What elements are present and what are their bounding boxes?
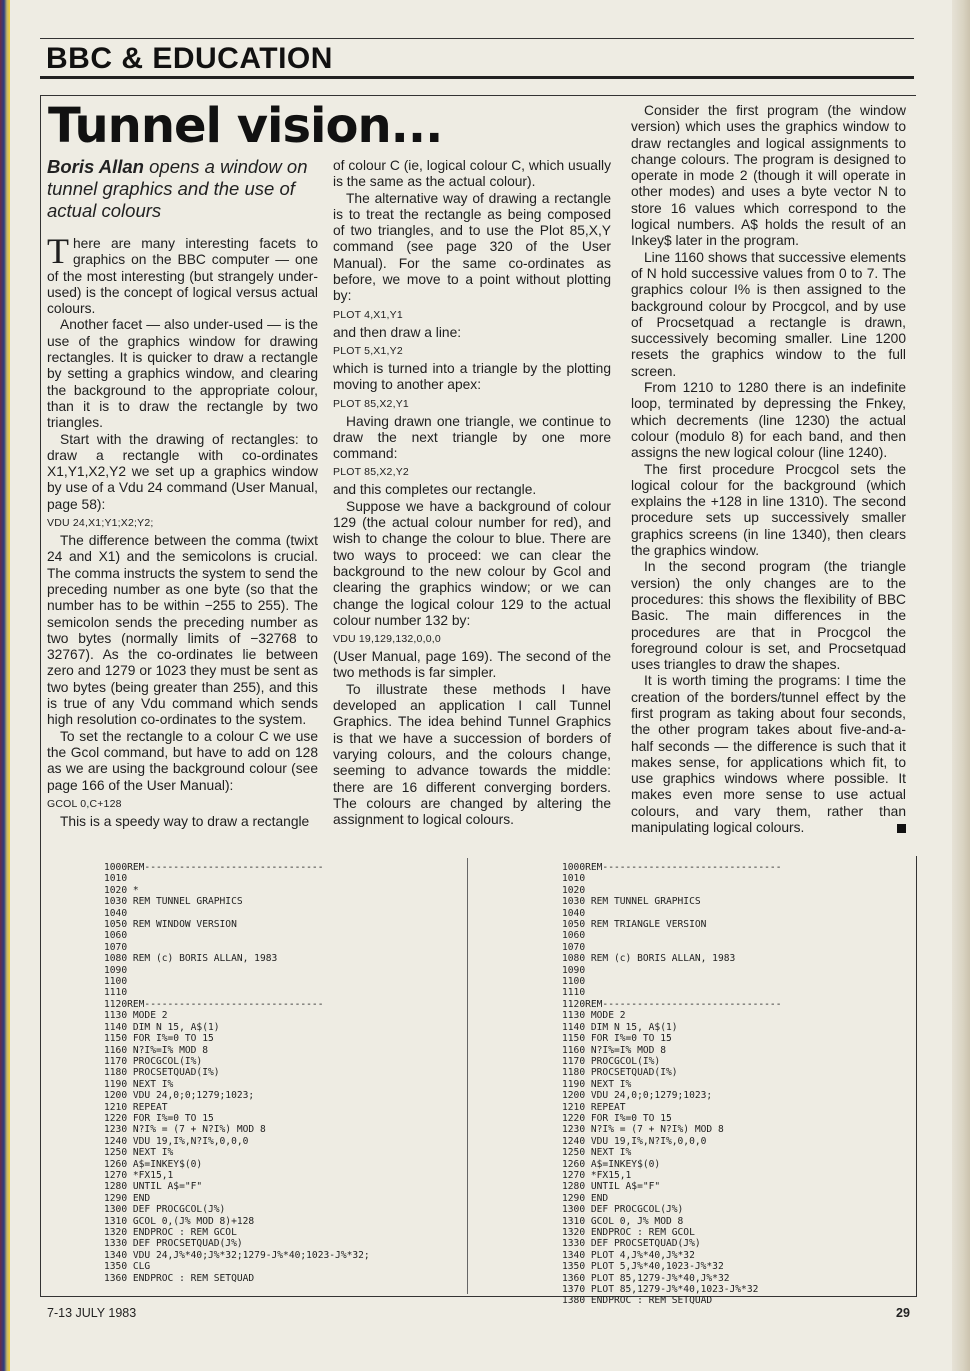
section-title: BBC & EDUCATION bbox=[46, 42, 333, 75]
code-line: 1310 GCOL 0,(J% MOD 8)+128 bbox=[104, 1215, 255, 1227]
code-line: 1260 A$=INKEY$(0) bbox=[562, 1158, 661, 1170]
code-line: 1180 PROCSETQUAD(I%) bbox=[562, 1067, 678, 1079]
paragraph: The first procedure Procgcol sets the logical colour for the background (which explains the +128 in line 1310). The second procedure sets up successively smaller graphics screens (in line 1340), then clears the graphics window. bbox=[631, 461, 906, 559]
paragraph: Start with the drawing of rectangles: to draw a rectangle with co-ordinates X1,Y1,X2,Y2 we set up a graphics window by use of a Vdu 24 command (User Manual, page 58): bbox=[47, 431, 318, 512]
code-line: VDU 19,129,132,0,0,0 bbox=[333, 633, 441, 646]
code-line: 1150 FOR I%=0 TO 15 bbox=[562, 1033, 672, 1045]
code-line: 1280 UNTIL A$="F" bbox=[562, 1181, 661, 1193]
standfirst bbox=[47, 156, 322, 222]
code-line: GCOL 0,C+128 bbox=[47, 797, 122, 810]
code-line: 1080 REM (c) BORIS ALLAN, 1983 bbox=[562, 953, 736, 965]
header-rule bbox=[40, 38, 914, 39]
paragraph: In the second program (the triangle version) the only changes are to the procedures: this shows the flexibility of BBC Basic. The main differences in the procedures are that in Procgcol the foreground colour is set, and Procsetquad uses triangles to draw the shapes. bbox=[631, 559, 906, 673]
paragraph: which is turned into a triangle by the plotting moving to another apex: bbox=[333, 360, 611, 393]
code-line: 1210 REPEAT bbox=[562, 1101, 626, 1113]
code-line: 1070 bbox=[562, 941, 586, 953]
code-line: 1170 PROCGCOL(I%) bbox=[104, 1055, 203, 1067]
code-line: 1260 A$=INKEY$(0) bbox=[104, 1158, 203, 1170]
code-line: 1350 PLOT 5,J%*40,1023-J%*32 bbox=[562, 1261, 724, 1273]
code-line: 1370 PLOT 85,1279-J%*40,1023-J%*32 bbox=[562, 1284, 759, 1296]
code-line: 1050 REM TRIANGLE VERSION bbox=[562, 919, 707, 931]
paragraph: (User Manual, page 169). The second of the two methods is far simpler. bbox=[333, 649, 611, 681]
paragraph: Line 1160 shows that successive elements of N hold successive values from 0 to 7. The graphics colour I% is then assigned to the background colour by Procgcol, and by use of Procsetquad a rectangle is drawn, successively becoming smaller. Line 1200 resets the graphics window to the full screen. bbox=[631, 249, 906, 379]
code-line: 1290 END bbox=[104, 1192, 151, 1204]
code-line: 1130 MODE 2 bbox=[562, 1010, 626, 1022]
code-line: 1300 DEF PROCGCOL(J%) bbox=[104, 1204, 226, 1216]
code-line: 1110 bbox=[562, 987, 586, 999]
code-line: 1150 FOR I%=0 TO 15 bbox=[104, 1033, 214, 1045]
code-line: VDU 24,X1;Y1;X2;Y2; bbox=[47, 517, 154, 530]
code-line: 1060 bbox=[104, 930, 128, 942]
code-line: 1040 bbox=[104, 907, 128, 919]
code-line: 1050 REM WINDOW VERSION bbox=[104, 919, 237, 931]
code-line: 1100 bbox=[104, 976, 128, 988]
code-line: 1270 *FX15,1 bbox=[562, 1169, 632, 1181]
code-line: 1330 DEF PROCSETQUAD(J%) bbox=[104, 1238, 243, 1250]
code-line: 1160 N?I%=I% MOD 8 bbox=[104, 1044, 208, 1056]
page-number: 29 bbox=[896, 1306, 910, 1320]
code-line: 1100 bbox=[562, 976, 586, 988]
column-3 bbox=[631, 103, 906, 836]
column-1 bbox=[47, 231, 318, 830]
column-2 bbox=[333, 158, 611, 828]
code-line: 1320 ENDPROC : REM GCOL bbox=[562, 1227, 695, 1238]
code-line: 1130 MODE 2 bbox=[104, 1010, 168, 1022]
code-line: 1230 N?I% = (7 + N?I%) MOD 8 bbox=[562, 1124, 724, 1136]
code-line: PLOT 85,X2,Y1 bbox=[333, 397, 409, 410]
code-line: 1030 REM TUNNEL GRAPHICS bbox=[562, 896, 701, 908]
standfirst-text: opens a window on tunnel graphics and the use of actual colours bbox=[47, 156, 308, 221]
code-line: 1070 bbox=[104, 941, 128, 953]
code-line: 1190 NEXT I% bbox=[104, 1078, 174, 1090]
code-line: 1030 REM TUNNEL GRAPHICS bbox=[104, 896, 243, 908]
paragraph: To illustrate these methods I have developed an application I call Tunnel Graphics. The idea behind Tunnel Graphics is that we have a succession of borders of varying colours, and the colours change, seeming to advance towards the middle: there are 16 different converging borders. The colours are changed by altering the assignment to logical colours. bbox=[333, 681, 611, 828]
code-line: 1350 CLG bbox=[104, 1261, 151, 1273]
paragraph: From 1210 to 1280 there is an indefinite loop, terminated by depressing the Fnkey, which decrements (line 1230) the actual colour (modulo 8) for each band, and then assigns the new logical colour (line 1240). bbox=[631, 380, 906, 461]
code-line: 1080 REM (c) BORIS ALLAN, 1983 bbox=[104, 953, 278, 965]
code-line: 1000REM------------------------------- bbox=[104, 862, 324, 873]
code-line: PLOT 5,X1,Y2 bbox=[333, 344, 403, 357]
paragraph: The difference between the comma (twixt 24 and X1) and the semicolons is crucial. The comma instructs the system to send the preceding number as one byte (so that the number has to be within −255 to 255). The semicolon sends the preceding number as two bytes (normally limits of −32768 to 32767). As the co-ordinates lie between zero and 1279 or 1023 they must be sent as two bytes (being greater than 255), and this is true of any Vdu command which sends high resolution co-ordinates to the system. bbox=[47, 533, 318, 728]
code-line: 1300 DEF PROCGCOL(J%) bbox=[562, 1204, 684, 1216]
code-line: 1340 VDU 24,J%*40;J%*32;1279-J%*40;1023-J%*32; bbox=[104, 1249, 370, 1261]
code-line: 1120REM------------------------------- bbox=[562, 998, 782, 1010]
paragraph: Suppose we have a background of colour 129 (the actual colour number for red), and wish to change the colour to blue. There are two ways to proceed: we can clear the background to the new colour by Gcol and clearing the graphics window; or we can change the logical colour 129 to the actual colour number 132 by: bbox=[333, 498, 611, 628]
paragraph: Consider the first program (the window version) which uses the graphics window to draw rectangles and logical assignments to change colours. The program is designed to operate in mode 2 (though it will operate in other modes) and uses a byte vector N to store 16 values which correspond to the logical numbers. A$ holds the result of an Inkey$ later in the program. bbox=[631, 103, 906, 249]
code-line: 1380 ENDPROC : REM SETQUAD bbox=[562, 1295, 713, 1307]
paragraph: Another facet — also under-used — is the use of the graphics window for drawing rectangles. It is quicker to draw a rectangle by setting a graphics window, and clearing the background to the appropriate colour, than it is to draw the rectangle by two triangles. bbox=[47, 317, 318, 431]
code-line: 1250 NEXT I% bbox=[104, 1147, 174, 1159]
program-listing-window bbox=[104, 862, 370, 1284]
code-line: 1340 PLOT 4,J%*40,J%*32 bbox=[562, 1249, 695, 1261]
code-line: PLOT 85,X2,Y2 bbox=[333, 466, 409, 479]
byline: Boris Allan bbox=[47, 156, 144, 177]
paragraph: The alternative way of drawing a rectangle is to treat the rectangle as being composed of two triangles, and to use the Plot 85,X,Y command (see page 320 of the User Manual). For the same co-ordinates as before, we move to a point without plotting by: bbox=[333, 190, 611, 304]
code-line: 1240 VDU 19,I%,N?I%,0,0,0 bbox=[104, 1135, 249, 1147]
code-line: 1310 GCOL 0, J% MOD 8 bbox=[562, 1215, 684, 1227]
code-line: 1210 REPEAT bbox=[104, 1101, 168, 1113]
code-line: 1230 N?I% = (7 + N?I%) MOD 8 bbox=[104, 1124, 266, 1136]
code-line: 1090 bbox=[104, 964, 128, 976]
code-line: 1200 VDU 24,0;0;1279;1023; bbox=[562, 1090, 713, 1102]
paragraph: of colour C (ie, logical colour C, which usually is the same as the actual colour). bbox=[333, 158, 611, 190]
code-line: 1240 VDU 19,I%,N?I%,0,0,0 bbox=[562, 1135, 707, 1147]
paragraph: This is a speedy way to draw a rectangle bbox=[60, 813, 310, 829]
code-line: 1020 * bbox=[104, 884, 139, 896]
code-line: 1360 PLOT 85,1279-J%*40,J%*32 bbox=[562, 1272, 730, 1284]
code-line: 1180 PROCSETQUAD(I%) bbox=[104, 1067, 220, 1079]
page-edge bbox=[952, 0, 970, 1371]
code-line: 1220 FOR I%=0 TO 15 bbox=[104, 1112, 214, 1124]
paragraph: Having drawn one triangle, we continue to draw the next triangle by one more command: bbox=[333, 413, 611, 462]
code-line: 1140 DIM N 15, A$(1) bbox=[562, 1021, 678, 1033]
listing-divider bbox=[467, 858, 468, 1294]
code-line: 1010 bbox=[104, 873, 128, 885]
code-line: 1160 N?I%=I% MOD 8 bbox=[562, 1044, 666, 1056]
code-line: 1250 NEXT I% bbox=[562, 1147, 632, 1159]
code-line: 1330 DEF PROCSETQUAD(J%) bbox=[562, 1238, 701, 1250]
paragraph: and then draw a line: bbox=[333, 324, 462, 340]
code-line: 1360 ENDPROC : REM SETQUAD bbox=[104, 1272, 255, 1284]
binding-edge bbox=[0, 0, 10, 1371]
program-listing-triangle bbox=[562, 862, 782, 1307]
code-line: 1060 bbox=[562, 930, 586, 942]
code-line: 1290 END bbox=[562, 1192, 609, 1204]
issue-date: 7-13 JULY 1983 bbox=[47, 1306, 137, 1320]
code-line: 1120REM------------------------------- bbox=[104, 998, 324, 1010]
code-line: 1010 bbox=[562, 873, 586, 885]
end-mark-icon bbox=[897, 824, 906, 833]
paragraph: There are many interesting facets to graphics on the BBC computer — one of the most interesting (but strangely under-used) is the concept of logical versus actual colours. bbox=[47, 231, 318, 317]
code-line: 1170 PROCGCOL(I%) bbox=[562, 1055, 661, 1067]
code-line: 1140 DIM N 15, A$(1) bbox=[104, 1021, 220, 1033]
header-rule-thick bbox=[40, 76, 914, 79]
code-line: PLOT 4,X1,Y1 bbox=[333, 308, 403, 321]
paragraph: To set the rectangle to a colour C we use the Gcol command, but have to add on 128 as we are using the background colour (see page 166 of the User Manual): bbox=[47, 728, 318, 793]
code-line: 1000REM------------------------------- bbox=[562, 862, 782, 873]
code-line: 1320 ENDPROC : REM GCOL bbox=[104, 1227, 237, 1238]
code-line: 1090 bbox=[562, 964, 586, 976]
paragraph: and this completes our rectangle. bbox=[333, 482, 537, 498]
code-line: 1020 bbox=[562, 884, 586, 896]
code-line: 1270 *FX15,1 bbox=[104, 1169, 174, 1181]
code-line: 1040 bbox=[562, 907, 586, 919]
code-line: 1280 UNTIL A$="F" bbox=[104, 1181, 203, 1193]
code-line: 1190 NEXT I% bbox=[562, 1078, 632, 1090]
headline: Tunnel vision... bbox=[48, 98, 443, 154]
paragraph: It is worth timing the programs: I time the creation of the borders/tunnel effect by the first program as taking about four seconds, the other program takes about five-and-a-half seconds — the difference is such that it makes sense, for applications which fit, to use graphics windows where possible. It makes even more sense to use actual colours, and vary them, rather than manipulating logical colours. bbox=[631, 673, 906, 836]
drop-cap: T bbox=[47, 231, 69, 271]
code-line: 1220 FOR I%=0 TO 15 bbox=[562, 1112, 672, 1124]
code-line: 1110 bbox=[104, 987, 128, 999]
code-line: 1200 VDU 24,0;0;1279;1023; bbox=[104, 1090, 255, 1102]
